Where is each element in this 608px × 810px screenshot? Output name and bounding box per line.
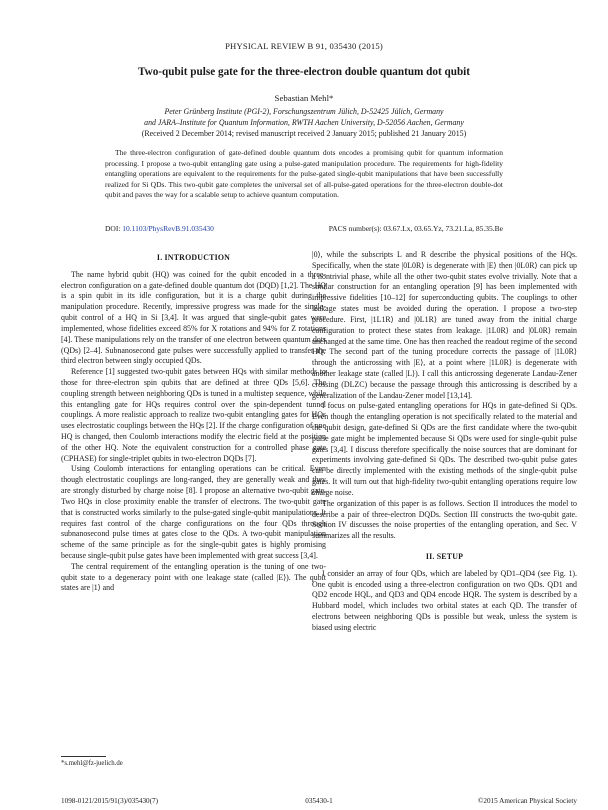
right-column [312, 250, 577, 634]
abstract: The three-electron configuration of gate-defined double quantum dots encodes a promising qubit for quantum information processing. I propose a two-qubit entangling gate using a pulse-gated manipulation procedure. The requirements for high-fidelity entangling operations are equivalent to the requirements for the pulse-gated single-qubit manipulations that have been successfully realized for Si QDs. This two-qubit gate completes the universal set of all-pulse-gated operations for the three-electron double-dot qubit and paves the way for a scalable setup to achieve quantum computation. [105, 148, 503, 200]
paper-title: Two-qubit pulse gate for the three-electron double quantum dot qubit [137, 66, 471, 78]
paragraph: The organization of this paper is as follows. Section II introduces the model to describe a pair of three-electron DQDs. Section III constructs the two-qubit gate. Section IV discusses the noise properties of the entangling operation, and Sec. V summarizes all the results. [312, 498, 577, 541]
footnote-email: *s.mehl@fz-juelich.de [61, 760, 123, 767]
doi-link[interactable]: 10.1103/PhysRevB.91.035430 [122, 224, 214, 233]
author: Sebastian Mehl* [274, 93, 334, 103]
paragraph: The central requirement of the entangling operation is the tuning of one two-qubit state to a degeneracy point with one leakage state (called |E⟩). The qubit states are |1⟩ and [61, 561, 326, 593]
footer-copyright: ©2015 American Physical Society [477, 797, 577, 805]
paragraph: Using Coulomb interactions for entangling operations can be critical. Even though electrostatic couplings are long-ranged, they are generally weak and they are strongly disturbed by charge noise [8]. I propose an alternative two-qubit gate. Two HQs in close proximity enable the transfer of electrons. The two-qubit gate that is constructed works similarly to the pulse-gated single-qubit manipulations. It requires fast control of the charge configurations on the four QDs through subnanosecond pulse times at gates close to the QDs. A two-qubit manipulation scheme of the same principle as for the single-qubit gates is highly promising because single-qubit pulse gates have been implemented with great success [3,4]. [61, 464, 326, 560]
affiliation-1: Peter Grünberg Institute (PGI-2), Forschungszentrum Jülich, D-52425 Jülich, Germany [164, 107, 444, 116]
paragraph: |0⟩, while the subscripts L and R describe the physical positions of the HQs. Specifically, when the state |0L0R⟩ is degenerate with |E⟩ then |0L0R⟩ can pick up a nontrivial phase, while all the other two-qubit states evolve trivially. Note that a similar construction for an entangling operation [9] has been implemented with impressive fidelities [10–12] for superconducting qubits. The couplings to other leakage states must be avoided during the operation. I propose a two-step procedure. First, |1L1R⟩ and |0L1R⟩ are tuned away from the initial charge configuration to protect these states from leakage. |1L0R⟩ and |0L0R⟩ remain unchanged at the same time. One has then reached the readout regime of the second HQ. The second part of the tuning procedure corrects the passage of |1L0R⟩ through the anticrossing with |E⟩, at a point where |1L0R⟩ is degenerate with another leakage state (called |L⟩). I call this anticrossing degenerate Landau-Zener crossing (DLZC) because the passage through this anticrossing is described by a generalization of the Landau-Zener model [13,14]. [312, 250, 577, 400]
paragraph: I consider an array of four QDs, which are labeled by QD1–QD4 (see Fig. 1). One qubit is encoded using a three-electron configuration on two QDs. QD1 and QD2 encode HQL, and QD3 and QD4 encode HQR. The system is described by a Hubbard model, which includes two orbital states at each QD. The transfer of electrons between neighboring QDs is possible but weak, unless the system is biased using electric [312, 568, 577, 632]
footer-page-number: 035430-1 [305, 797, 333, 805]
paragraph: I focus on pulse-gated entangling operations for HQs in gate-defined Si QDs. Even though the entangling operation is not specifically related to the material and the qubit design, gate-defined Si QDs are the first candidate where the two-qubit pulse gate might be implemented because Si QDs were used for single-qubit pulse gates [3,4]. I discuss therefore specifically the noise sources that are dominant for experiments involving gate-defined Si QDs. The described two-qubit pulse gates can be directly implemented with the existing methods of the single-qubit pulse gates. It will turn out that high-fidelity two-qubit entangling operations require low charge noise. [312, 401, 577, 497]
affiliation-2: and JARA–Institute for Quantum Information, RWTH Aachen University, D-52056 Aachen, Germany [144, 118, 464, 127]
footnote-divider [61, 756, 106, 757]
pacs-numbers: PACS number(s): 03.67.Lx, 03.65.Yz, 73.21.La, 85.35.Be [328, 224, 503, 233]
paragraph: Reference [1] suggested two-qubit gates between HQs with similar methods to those for three-electron spin qubits that are defined at three QDs [5,6]. The coupling strength between neighboring QDs is tuned in a multistep sequence, while this entangling gate for HQs requires control over the spin-dependent tunnel couplings. A more realistic approach to realize two-qubit entangling gates for HQs uses electrostatic couplings between the HQs [2]. If the charge configuration of one HQ is changed, then Coulomb interactions modify the electric field at the position of the other HQ. Note the equivalent construction for a controlled phase gate (CPHASE) for single-triplet qubits in two-electron DQDs [7]. [61, 367, 326, 463]
dates-line: (Received 2 December 2014; revised manuscript received 2 January 2015; published 21 January 2015) [141, 129, 467, 138]
section-heading-setup: II. SETUP [425, 551, 464, 561]
section-heading-introduction: I. INTRODUCTION [156, 253, 231, 262]
left-column [61, 250, 326, 594]
journal-header: PHYSICAL REVIEW B 91, 035430 (2015) [225, 41, 383, 51]
doi-label: DOI: [105, 224, 121, 233]
paragraph: The name hybrid qubit (HQ) was coined for the qubit encoded in a three-electron configuration on a gate-defined double quantum dot (DQD) [1,2]. The HQ is a spin qubit in its idle configuration, but it is a charge qubit during the manipulation procedure. Recently, impressive progress was made for the single-qubit control of a HQ in Si [3,4]. It was argued that single-qubit gates were implemented, whose fidelities exceed 85% for X rotations and 94% for Z rotations [4]. These manipulations rely on the transfer of one electron between quantum dots (QDs) [2–4]. Subnanosecond gate pulses were successfully applied to transfer the third electron between singly occupied QDs. [61, 269, 326, 366]
footer-issn: 1098-0121/2015/91(3)/035430(7) [61, 797, 159, 805]
doi [105, 224, 214, 233]
